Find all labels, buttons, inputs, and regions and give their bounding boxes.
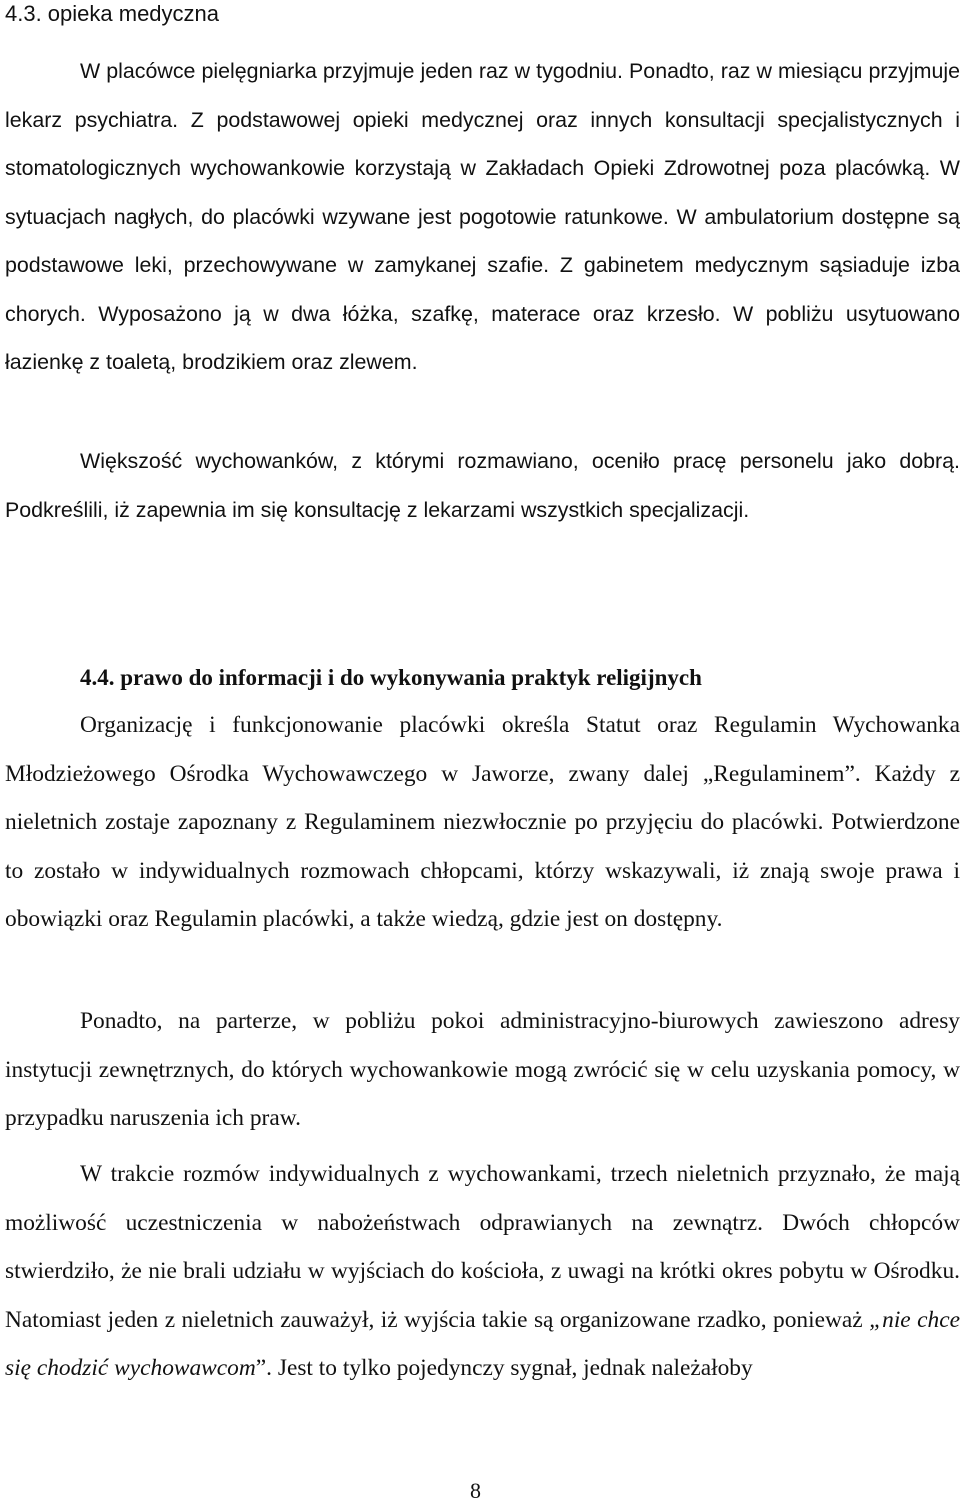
paragraph-medical-care-2: Większość wychowanków, z którymi rozmawiano, oceniło pracę personelu jako dobrą. Podkreślili, iż zapewnia im się konsultację z lekarzami wszystkich specjalizacji. [5,449,960,522]
paragraph-information-3-continuation: ”. Jest to tylko pojedynczy sygnał, jednak należałoby [255,1355,753,1381]
paragraph-information-2: Ponadto, na parterze, w pobliżu pokoi administracyjno-biurowych zawieszono adresy instytucji zewnętrznych, do których wychowankowie mogą zwrócić się w celu uzyskania pomocy, w przypadku naruszenia ich praw. [5,1008,960,1131]
page-number: 8 [470,1478,481,1503]
paragraph-medical-care-1: W placówce pielęgniarka przyjmuje jeden raz w tygodniu. Ponadto, raz w miesiącu przyjmuje lekarz psychiatra. Z podstawowej opieki medycznej oraz innych konsultacji specjalistycznych i stomatologicznych wychowankowie korzystają w Zakładach Opieki Zdrowotnej poza placówką. W sytuacjach nagłych, do placówki wzywane jest pogotowie ratunkowe. W ambulatorium dostępne są podstawowe leki, przechowywane w zamykanej szafie. Z gabinetem medycznym sąsiaduje izba chorych. Wyposażono ją w dwa łóżka, szafkę, materace oraz krzesło. W pobliżu usytuowano łazienkę z toaletą, brodzikiem oraz zlewem. [5,59,960,374]
paragraph-information-3 [5,1150,960,1393]
section-heading-medical-care: 4.3. opieka medyczna [5,1,220,26]
paragraph-information-3-text: W trakcie rozmów indywidualnych z wychowankami, trzech nieletnich przyznało, że mają możliwość uczestniczenia w nabożeństwach odprawianych na zewnątrz. Dwóch chłopców stwierdziło, że nie brali udziału w wyjściach do kościoła, z uwagi na krótki okres pobytu w Ośrodku. Natomiast jeden z nieletnich zauważył, iż wyjścia takie są organizowane rzadko, ponieważ [5,1161,960,1333]
section-heading-information-religion: 4.4. prawo do informacji i do wykonywania praktyk religijnych [80,665,702,690]
paragraph-information-1: Organizację i funkcjonowanie placówki określa Statut oraz Regulamin Wychowanka Młodzieżowego Ośrodka Wychowawczego w Jaworze, zwany dalej „Regulaminem”. Każdy z nieletnich zostaje zapoznany z Regulaminem niezwłocznie po przyjęciu do placówki. Potwierdzone to zostało w indywidualnych rozmowach chłopcami, którzy wskazywali, iż znają swoje prawa i obowiązki oraz Regulamin placówki, a także wiedzą, gdzie jest on dostępny. [5,712,960,932]
paragraph-information-3-quote: „nie chce się chodzić wychowawcom [5,1306,960,1381]
